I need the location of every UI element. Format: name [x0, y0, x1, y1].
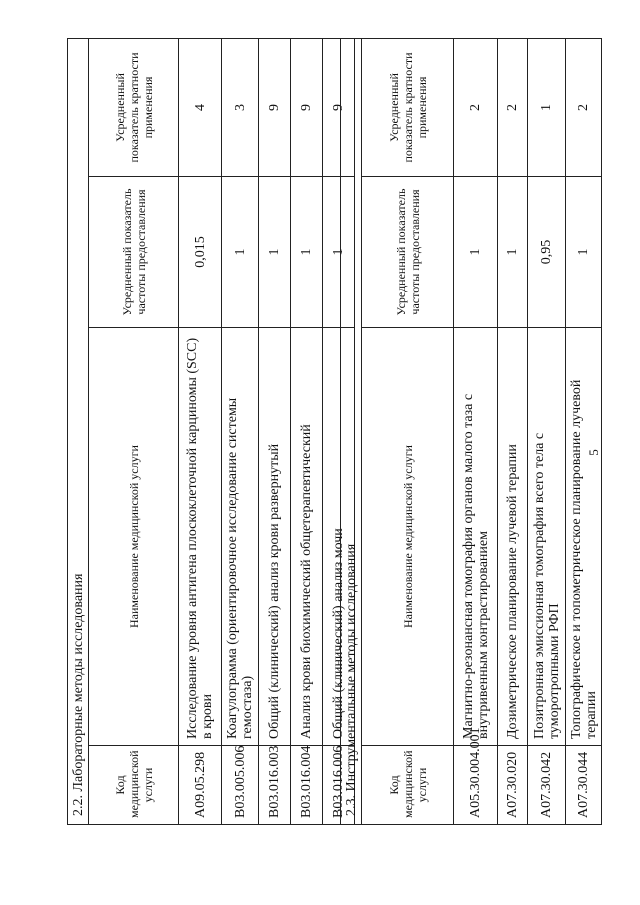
- header-name: Наименование медицинской услуги: [362, 328, 454, 746]
- frequency-value: 0,95: [528, 177, 566, 328]
- frequency-value: 1: [291, 177, 323, 328]
- service-code: A09.05.298: [179, 746, 222, 825]
- table-row: [454, 38, 498, 824]
- multiplicity-value: 2: [454, 38, 498, 176]
- service-name: Магнитно-резонансная томография органов малого таза с внутривенным контрастированием: [454, 328, 498, 746]
- service-code: B03.016.004: [291, 746, 323, 825]
- service-name: Позитронная эмиссионная томография всего тела с туморотропными РФП: [528, 328, 566, 746]
- service-name: Топографическое и топометрическое планирование лучевой терапии: [566, 328, 602, 746]
- service-code: A07.30.042: [528, 746, 566, 825]
- multiplicity-value: 9: [291, 38, 323, 176]
- table-row: [222, 38, 259, 824]
- lab-section-title: 2.2. Лабораторные методы исследования: [68, 38, 89, 824]
- frequency-value: 1: [222, 177, 259, 328]
- page-number: 5: [586, 449, 601, 456]
- table-row: [498, 38, 528, 824]
- table-row: [179, 38, 222, 824]
- instrumental-methods-table: [340, 38, 602, 825]
- service-code: B03.016.006: [323, 746, 355, 825]
- service-name: Дозиметрическое планирование лучевой терапии: [498, 328, 528, 746]
- frequency-value: 1: [498, 177, 528, 328]
- multiplicity-value: 2: [566, 38, 602, 176]
- service-name: Коагулограмма (ориентировочное исследование системы гемостаза): [222, 328, 259, 746]
- header-frequency: Усредненный показатель частоты предоставления: [89, 177, 179, 328]
- frequency-value: 1: [323, 177, 355, 328]
- multiplicity-value: 2: [498, 38, 528, 176]
- service-code: B03.016.003: [259, 746, 291, 825]
- header-code: Код медицинской услуги: [89, 746, 179, 825]
- multiplicity-value: 3: [222, 38, 259, 176]
- service-name: Общий (клинический) анализ крови развернутый: [259, 328, 291, 746]
- service-name: Исследование уровня антигена плоскоклеточной карциномы (SCC) в крови: [179, 328, 222, 746]
- frequency-value: 1: [566, 177, 602, 328]
- service-name: Общий (клинический) анализ мочи: [323, 328, 355, 746]
- table-row: [566, 38, 602, 824]
- service-code: B03.005.006: [222, 746, 259, 825]
- service-code: A07.30.020: [498, 746, 528, 825]
- frequency-value: 0,015: [179, 177, 222, 328]
- header-code: Код медицинской услуги: [362, 746, 454, 825]
- header-name: Наименование медицинской услуги: [89, 328, 179, 746]
- service-name: Анализ крови биохимический общетерапевтический: [291, 328, 323, 746]
- multiplicity-value: 1: [528, 38, 566, 176]
- table-row: [291, 38, 323, 824]
- instr-section-title: 2.3. Инструментальные методы исследования: [341, 38, 362, 824]
- service-code: A07.30.044: [566, 746, 602, 825]
- service-code: A05.30.004.001: [454, 746, 498, 825]
- frequency-value: 1: [259, 177, 291, 328]
- lab-methods-table: [67, 38, 355, 825]
- multiplicity-value: 9: [323, 38, 355, 176]
- table-row: [528, 38, 566, 824]
- header-frequency: Усредненный показатель частоты предоставления: [362, 177, 454, 328]
- multiplicity-value: 9: [259, 38, 291, 176]
- multiplicity-value: 4: [179, 38, 222, 176]
- table-row: [259, 38, 291, 824]
- header-multiplicity: Усредненный показатель кратности применения: [362, 38, 454, 176]
- header-multiplicity: Усредненный показатель кратности применения: [89, 38, 179, 176]
- frequency-value: 1: [454, 177, 498, 328]
